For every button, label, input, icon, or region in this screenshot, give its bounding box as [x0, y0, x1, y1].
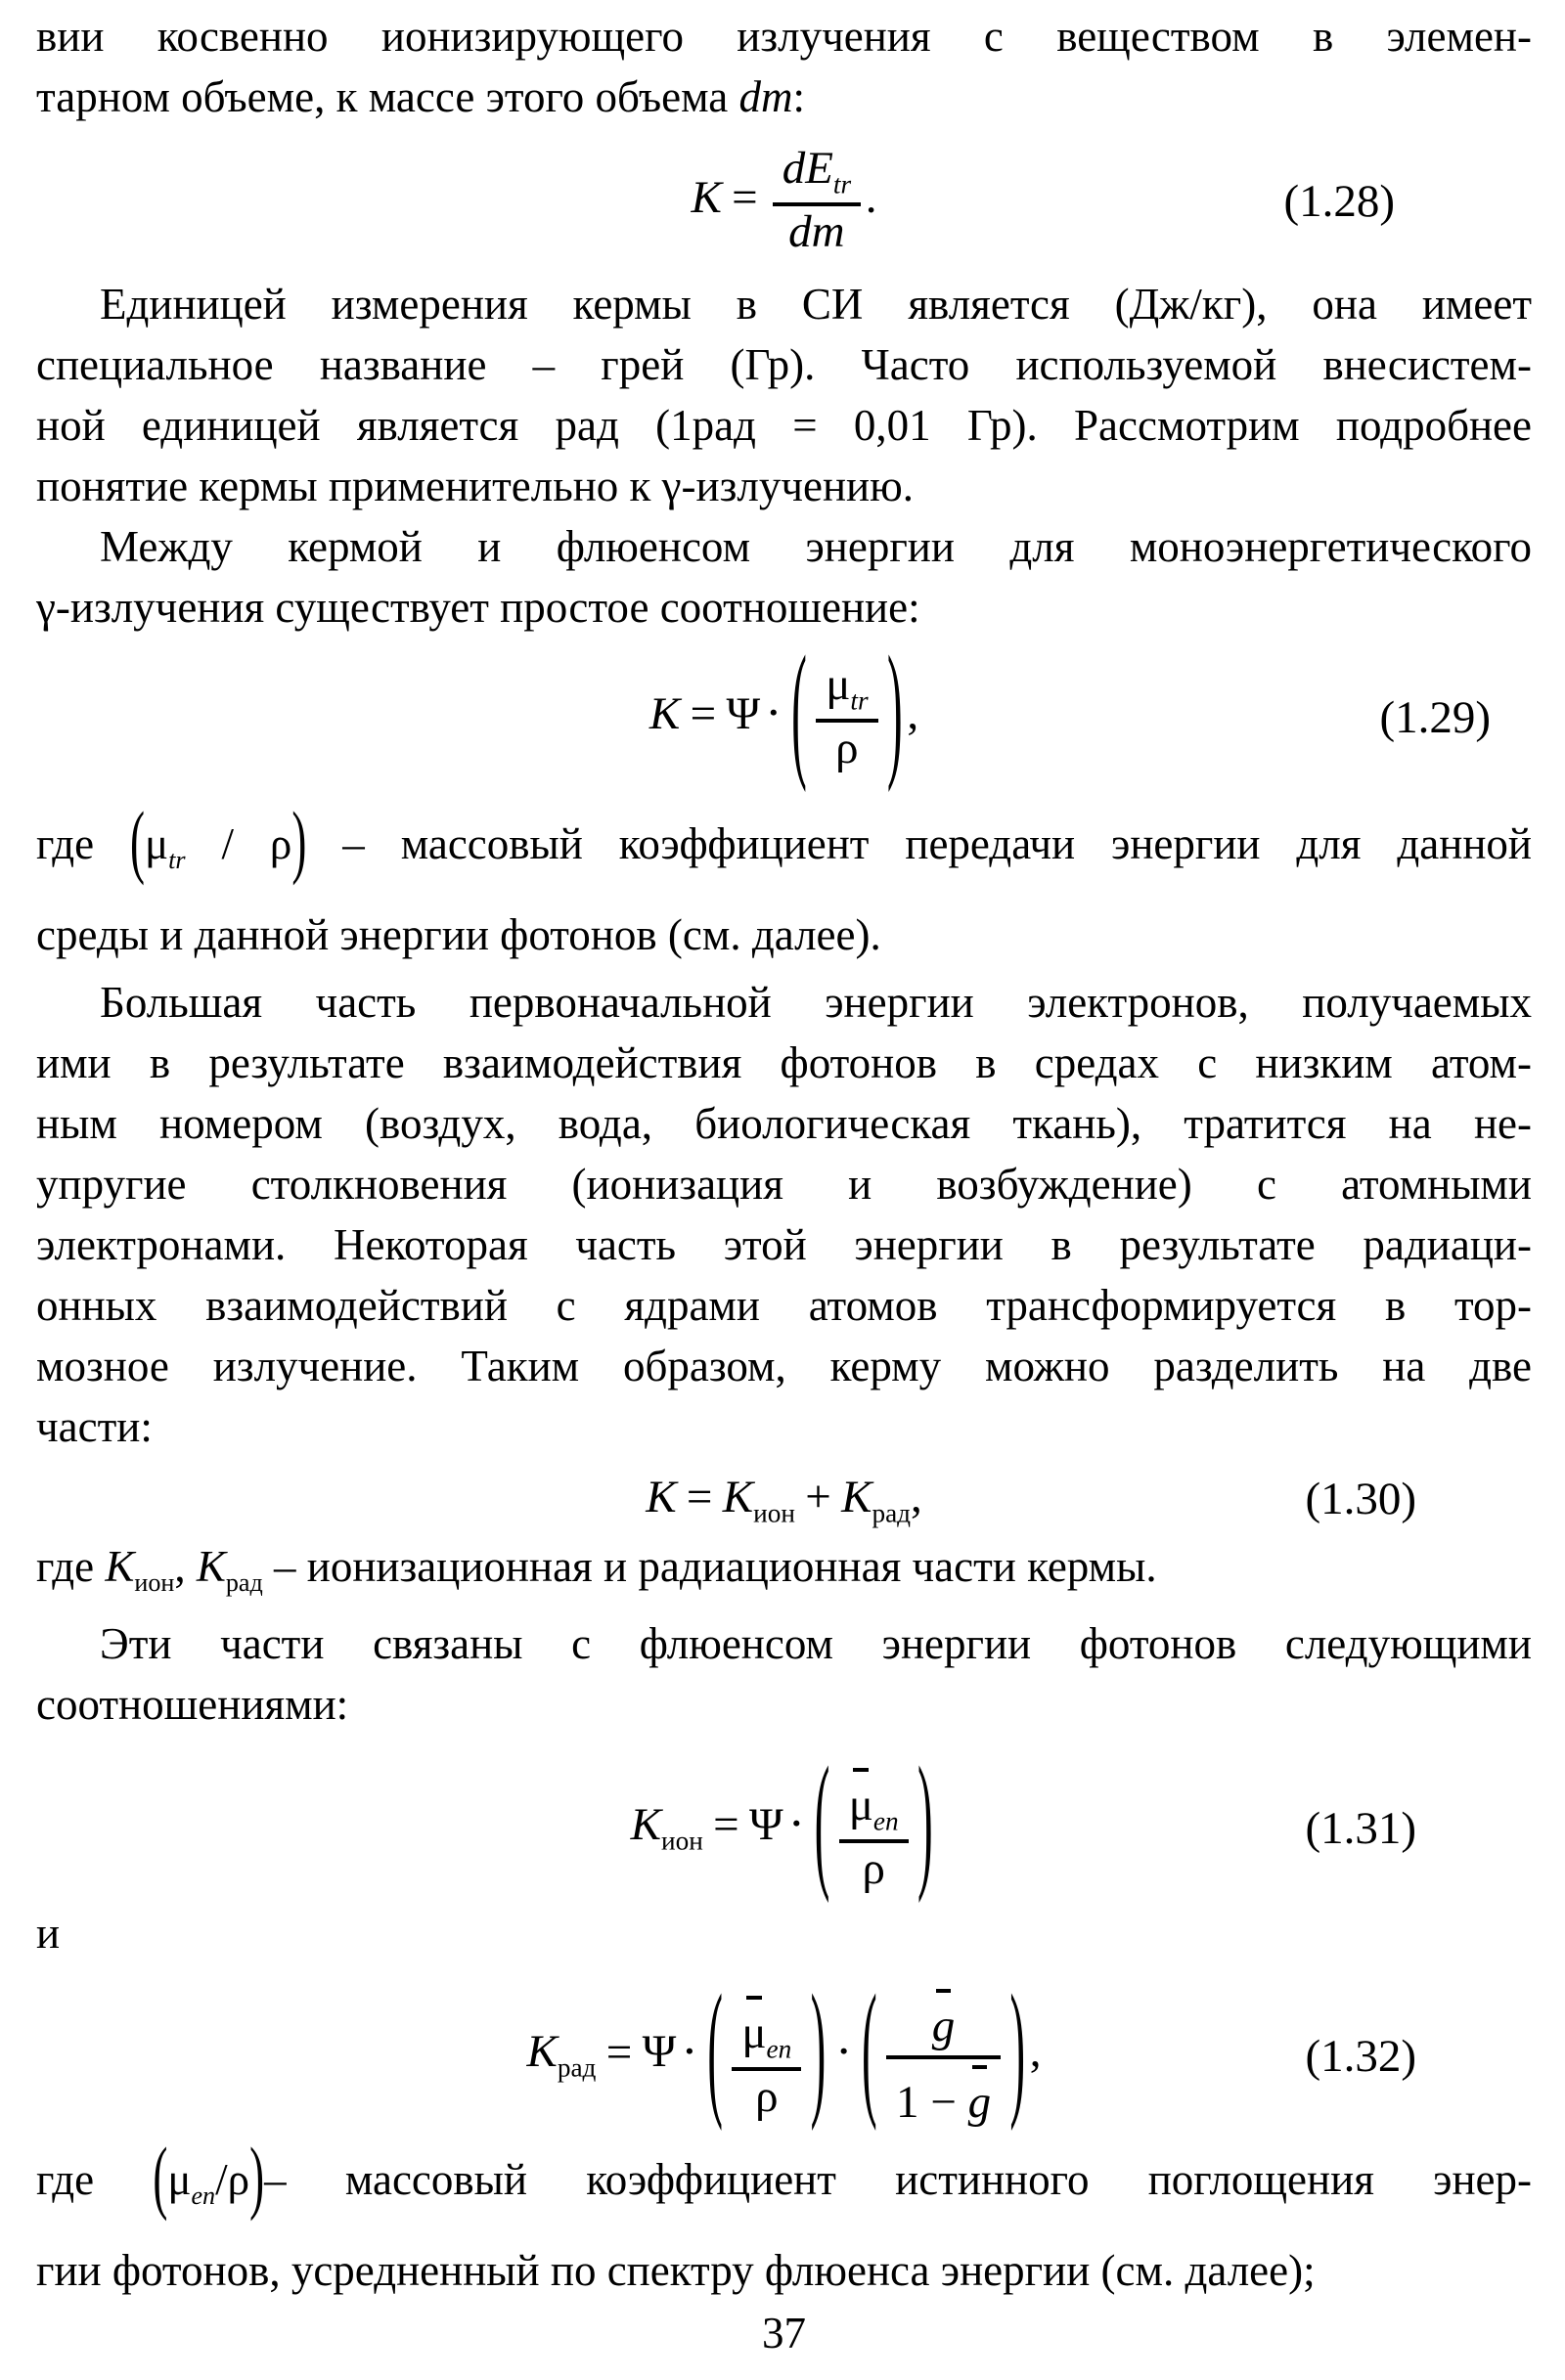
math-mu-bar: μ: [741, 2006, 767, 2058]
left-paren: (: [862, 1965, 877, 2134]
text-line: [36, 1396, 1532, 1457]
text-segment: Между кермой и флюенсом энергии для моноэнергетического: [100, 522, 1532, 572]
math-psi: Ψ: [642, 2026, 677, 2078]
math-variable-k: K: [691, 171, 722, 223]
text-segment: специальное название – грей (Гр). Часто используемой внесистем-: [36, 340, 1532, 390]
right-paren: ): [917, 1738, 933, 1907]
fraction: [773, 143, 861, 260]
equation-body: [646, 1471, 922, 1529]
math-multiply-dot: ⋅: [765, 688, 782, 740]
paragraph-mu-tr-definition: [36, 795, 1532, 972]
math-variable-k-ion: K: [722, 1471, 754, 1522]
text-segment: Эти части связаны с флюенсом энергии фотонов следующими: [100, 1619, 1532, 1669]
big-paren: ): [291, 795, 307, 886]
text-line: [36, 456, 1532, 516]
right-paren: ): [886, 627, 903, 796]
math-plus: +: [805, 1471, 831, 1522]
paragraph-si-units: [36, 274, 1532, 516]
right-paren: ): [810, 1965, 827, 2134]
math-rho: ρ: [835, 723, 859, 774]
math-subscript: ион: [660, 1826, 703, 1856]
text-line: [36, 274, 1532, 334]
text-segment: части:: [36, 1401, 153, 1451]
math-subscript: en: [766, 2033, 792, 2063]
math-subscript: tr: [850, 685, 869, 716]
text-segment: / ρ: [185, 818, 292, 868]
text-line: [36, 1674, 1532, 1735]
math-subscript: en: [872, 1806, 899, 1836]
equation-number: (1.32): [1305, 2030, 1416, 2082]
text-line: [36, 1093, 1532, 1154]
fraction: [816, 659, 877, 776]
math-subscript: tr: [168, 845, 186, 874]
text-segment: Большая часть первоначальной энергии электронов, получаемых: [100, 977, 1532, 1027]
math-subscript: tr: [832, 169, 852, 199]
text-segment: онных взаимодействий с ядрами атомов трансформируется в тор-: [36, 1280, 1532, 1330]
math-rho: ρ: [755, 2070, 779, 2122]
math-subscript: ион: [753, 1497, 795, 1527]
text-segment: где: [36, 2155, 154, 2205]
math-psi: Ψ: [726, 688, 761, 740]
math-subscript: рад: [872, 1497, 912, 1527]
math-subscript: ион: [134, 1568, 175, 1598]
math-equals: =: [713, 1799, 739, 1851]
math-g-bar: g: [967, 2076, 992, 2128]
text-line: [36, 795, 1532, 898]
text-segment: – массовый коэффициент передачи энергии для данной: [306, 818, 1532, 868]
paragraph-intro: [36, 6, 1532, 127]
math-subscript: en: [191, 2182, 216, 2211]
left-paren: (: [814, 1738, 830, 1907]
text-line: [36, 1613, 1532, 1674]
text-line: [36, 334, 1532, 395]
text-segment: K: [105, 1542, 135, 1592]
right-paren: ): [1009, 1965, 1026, 2134]
text-segment: и: [36, 1909, 61, 1959]
text-segment: тарном объеме, к массе этого объема: [36, 72, 739, 121]
paragraph-and: [36, 1903, 1532, 1963]
equation-1-28: [36, 143, 1532, 260]
equation-body: [691, 143, 876, 260]
math-comma: ,: [907, 688, 919, 740]
equation-number: (1.29): [1379, 692, 1491, 744]
text-line: [36, 1275, 1532, 1336]
text-line: [36, 1033, 1532, 1093]
fraction: [839, 1760, 909, 1897]
math-equals: =: [686, 1471, 713, 1522]
text-segment: где: [36, 818, 131, 868]
text-line: [36, 972, 1532, 1033]
math-equals: =: [690, 688, 717, 740]
math-mu: μ: [826, 659, 851, 711]
text-segment: ,: [174, 1542, 197, 1592]
equation-body: [526, 1965, 1042, 2134]
big-paren: ): [249, 2131, 265, 2223]
left-paren: (: [791, 627, 807, 796]
math-rho: ρ: [862, 1843, 885, 1895]
text-segment: вии косвенно ионизирующего излучения с веществом в элемен-: [36, 12, 1532, 61]
math-variable-k: K: [648, 688, 681, 740]
big-paren: (: [130, 795, 146, 886]
math-equals: =: [732, 171, 758, 223]
equation-1-31: [36, 1738, 1532, 1907]
math-numerator: dE: [782, 143, 833, 194]
equation-body: [630, 1738, 938, 1907]
paragraph-electron-energy: [36, 972, 1532, 1457]
math-multiply-dot: ⋅: [835, 2026, 852, 2078]
equation-number: (1.28): [1283, 176, 1395, 228]
text-segment: :: [792, 72, 805, 121]
math-psi: Ψ: [748, 1799, 783, 1851]
paragraph-relations-intro: [36, 1613, 1532, 1735]
equation-number: (1.31): [1305, 1803, 1416, 1855]
math-variable-k: K: [646, 1471, 677, 1522]
paragraph-kerma-parts: [36, 1536, 1532, 1613]
text-segment: ным номером (воздух, вода, биологическая ткань), тратится на не-: [36, 1098, 1532, 1148]
text-segment: электронами. Некоторая часть этой энергии в результате радиаци-: [36, 1219, 1532, 1269]
text-line: [36, 1336, 1532, 1396]
text-line: [36, 1903, 1532, 1963]
text-line: [36, 66, 1532, 127]
text-segment: μ: [167, 2155, 192, 2205]
text-segment: ими в результате взаимодействия фотонов в средах с низким атом-: [36, 1037, 1532, 1087]
text-line: [36, 1214, 1532, 1275]
math-multiply-dot: ⋅: [681, 2026, 697, 2078]
text-segment: соотношениями:: [36, 1680, 349, 1730]
text-segment: – массовый коэффициент истинного поглощения энер-: [264, 2155, 1532, 2205]
text-segment: /ρ: [215, 2155, 250, 2205]
text-segment: Единицей измерения кермы в СИ является (Дж/кг), она имеет: [100, 280, 1532, 330]
math-subscript: рад: [225, 1568, 263, 1598]
math-variable-k-rad: K: [841, 1471, 872, 1522]
math-mu-bar: μ: [848, 1780, 873, 1831]
text-line: [36, 1536, 1532, 1613]
math-denominator: dm: [788, 205, 845, 257]
text-line: [36, 395, 1532, 456]
text-segment: среды и данной энергии фотонов (см. далее).: [36, 909, 881, 959]
math-variable-k-ion: K: [630, 1799, 661, 1851]
equation-number: (1.30): [1305, 1474, 1416, 1525]
math-g-bar: g: [931, 2001, 956, 2052]
text-segment: μ: [145, 818, 169, 868]
page-number: 37: [762, 2309, 806, 2358]
text-segment: ной единицей является рад (1рад = 0,01 Гр). Рассмотрим подробнее: [36, 401, 1532, 451]
equation-1-30: [36, 1471, 1532, 1529]
math-subscript: рад: [557, 2052, 597, 2083]
fraction-g: [886, 1981, 1001, 2131]
math-variable-k-rad: K: [526, 2026, 558, 2078]
math-comma: ,: [1029, 2026, 1042, 2078]
text-segment: K: [196, 1542, 226, 1592]
text-line: [36, 577, 1532, 638]
text-line: [36, 1154, 1532, 1214]
equation-1-29: [36, 627, 1532, 796]
math-equals: =: [605, 2026, 633, 2078]
math-multiply-dot: ⋅: [788, 1799, 805, 1851]
text-segment: – ионизационная и радиационная части кермы.: [262, 1542, 1157, 1592]
paragraph-mu-en-definition: [36, 2131, 1532, 2308]
math-one-minus: 1 −: [896, 2076, 968, 2128]
math-comma: ,: [911, 1471, 922, 1522]
text-line: [36, 516, 1532, 577]
fraction: [732, 1988, 801, 2125]
text-line: [36, 2131, 1532, 2233]
text-segment: γ-излучения существует простое соотношение:: [36, 583, 920, 633]
text-segment: гии фотонов, усредненный по спектру флюенса энергии (см. далее);: [36, 2246, 1316, 2296]
text-line: [36, 6, 1532, 66]
paragraph-fluence-relation: [36, 516, 1532, 638]
text-line: [36, 898, 1532, 972]
big-paren: (: [153, 2131, 168, 2223]
text-segment: упругие столкновения (ионизация и возбуждение) с атомными: [36, 1159, 1532, 1209]
text-segment: понятие кермы применительно к γ-излучению.: [36, 462, 914, 511]
equation-body: [648, 627, 919, 796]
text-segment: dm: [738, 72, 793, 121]
left-paren: (: [707, 1965, 723, 2134]
text-segment: мозное излучение. Таким образом, керму можно разделить на две: [36, 1341, 1532, 1390]
text-segment: где: [36, 1542, 106, 1592]
math-period: .: [865, 171, 877, 223]
